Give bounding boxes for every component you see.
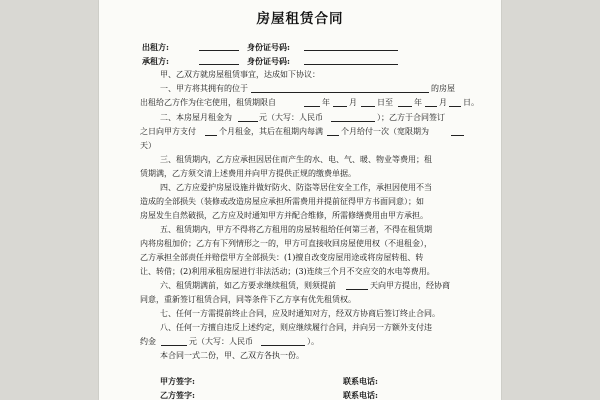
- party-a-contact-label: 联系电话:: [343, 376, 378, 386]
- clause-4-line-1: 四、乙方应爱护房屋设施并做好防火、防盗等居住安全工作，承担因使用不当: [160, 183, 432, 192]
- clause-1-text-d: 年: [322, 98, 330, 107]
- clause-1-end-day-line[interactable]: [449, 106, 461, 107]
- clause-6-text-b: 天向甲方提出，经协商: [370, 281, 450, 290]
- clause-2-text-a: 二、本房屋月租金为: [160, 113, 232, 122]
- clause-2-text-g: 天）: [140, 141, 156, 150]
- clause-2-text-f: 个月给付一次（宽限期为: [341, 127, 429, 136]
- clause-2-rent-words-line[interactable]: [331, 121, 375, 122]
- clause-1-address-line[interactable]: [251, 92, 429, 93]
- clause-1-end-year-line[interactable]: [398, 106, 412, 107]
- lessor-label: 出租方:: [142, 42, 169, 52]
- clause-1-start-year-line[interactable]: [304, 106, 320, 107]
- clause-1-text-a: 一、甲方将其拥有的位于: [160, 84, 248, 93]
- party-b-sign-label: 乙方签字:: [160, 390, 195, 400]
- clause-1-text-f: 日至: [377, 98, 393, 107]
- clause-8-text-c: ）。: [307, 337, 319, 346]
- clause-8-penalty-words-line[interactable]: [261, 345, 305, 346]
- clause-1-text-i: 日。: [463, 98, 479, 107]
- clause-1-start-day-line[interactable]: [361, 106, 375, 107]
- lessee-label: 承租方:: [142, 56, 169, 66]
- party-b-contact-label: 联系电话:: [343, 390, 378, 400]
- clause-8-penalty-line[interactable]: [161, 345, 187, 346]
- clause-8-line-1: 八、任何一方擅自违反上述约定，则应继续履行合同，并向另一方额外支付违: [160, 323, 432, 332]
- clause-8-text-a: 约金: [140, 337, 156, 346]
- clause-7-line-1: 七、任何一方需提前终止合同，应及时通知对方，经双方协商后签订终止合同。: [160, 309, 440, 318]
- clause-2-months-first-line[interactable]: [205, 135, 217, 136]
- clause-2-grace-line[interactable]: [451, 135, 464, 136]
- lessor-name-line[interactable]: [199, 50, 239, 51]
- clause-2-text-c: ）；乙方于合同签订: [377, 113, 445, 122]
- clause-2-text-e: 个月租金，其后在租期内每满: [219, 127, 323, 136]
- clause-1-start-month-line[interactable]: [333, 106, 347, 107]
- page-title: 房屋租赁合同: [256, 11, 344, 27]
- lessee-id-label: 身份证号码:: [247, 56, 290, 66]
- contract-page: [99, 0, 501, 400]
- clause-1-text-e: 月: [349, 98, 357, 107]
- clause-1-end-month-line[interactable]: [425, 106, 437, 107]
- clause-5-line-3: 乙方承担全部责任并赔偿甲方全部损失：(1)擅自改变房屋用途或将房屋转租、转: [140, 253, 424, 262]
- lessor-id-line[interactable]: [304, 50, 398, 51]
- clause-4-line-2: 造成的全部损失（装修或改造房屋应承担所需费用并提前征得甲方书面同意）；如: [140, 197, 424, 206]
- clause-6-text-a: 六、租赁期满前，如乙方要求继续租赁，则须提前: [160, 281, 336, 290]
- clause-5-line-2: 内将房租加价；乙方有下列情形之一的，甲方可直接收回房屋使用权（不退租金），: [140, 239, 432, 248]
- clause-1-text-h: 月: [439, 98, 447, 107]
- closing-statement: 本合同一式二份，甲、乙双方各执一份。: [160, 351, 304, 360]
- clause-4-line-3: 房屋发生自然破损，乙方应及时通知甲方并配合维修，所需修缮费用由甲方承担。: [140, 211, 428, 220]
- lessor-id-label: 身份证号码:: [247, 42, 290, 52]
- clause-2-rent-line[interactable]: [238, 121, 258, 122]
- clause-5-line-4: 让、转借；(2)利用承租房屋进行非法活动；(3)连续三个月不交应交的水电等费用。: [140, 267, 435, 276]
- clause-6-line-2: 同意，重新签订租赁合同，同等条件下乙方享有优先租赁权。: [140, 295, 356, 304]
- clause-2-text-b: 元（大写：人民币: [259, 113, 323, 122]
- preamble: 甲、乙双方就房屋租赁事宜，达成如下协议：: [160, 70, 320, 79]
- clause-6-days-line[interactable]: [346, 289, 368, 290]
- clause-8-text-b: 元（大写：人民币: [189, 337, 253, 346]
- clause-2-months-every-line[interactable]: [327, 135, 339, 136]
- lessee-id-line[interactable]: [304, 64, 398, 65]
- clause-2-text-d: 之日向甲方支付: [140, 127, 196, 136]
- clause-1-text-c: 出租给乙方作为住宅使用，租赁期限自: [140, 98, 276, 107]
- lessee-name-line[interactable]: [199, 64, 239, 65]
- clause-3-line-2: 赁期满，乙方须交清上述费用并向甲方提供正规的缴费单据。: [140, 169, 356, 178]
- clause-1-text-b: 的房屋: [431, 84, 455, 93]
- clause-5-line-1: 五、租赁期内，甲方不得将乙方租用的房屋转租给任何第三者，不得在租赁期: [160, 225, 432, 234]
- clause-1-text-g: 年: [414, 98, 422, 107]
- clause-3-line-1: 三、租赁期内，乙方应承担因居住而产生的水、电、气、暖、物业等费用；租: [160, 155, 432, 164]
- party-a-sign-label: 甲方签字:: [160, 376, 195, 386]
